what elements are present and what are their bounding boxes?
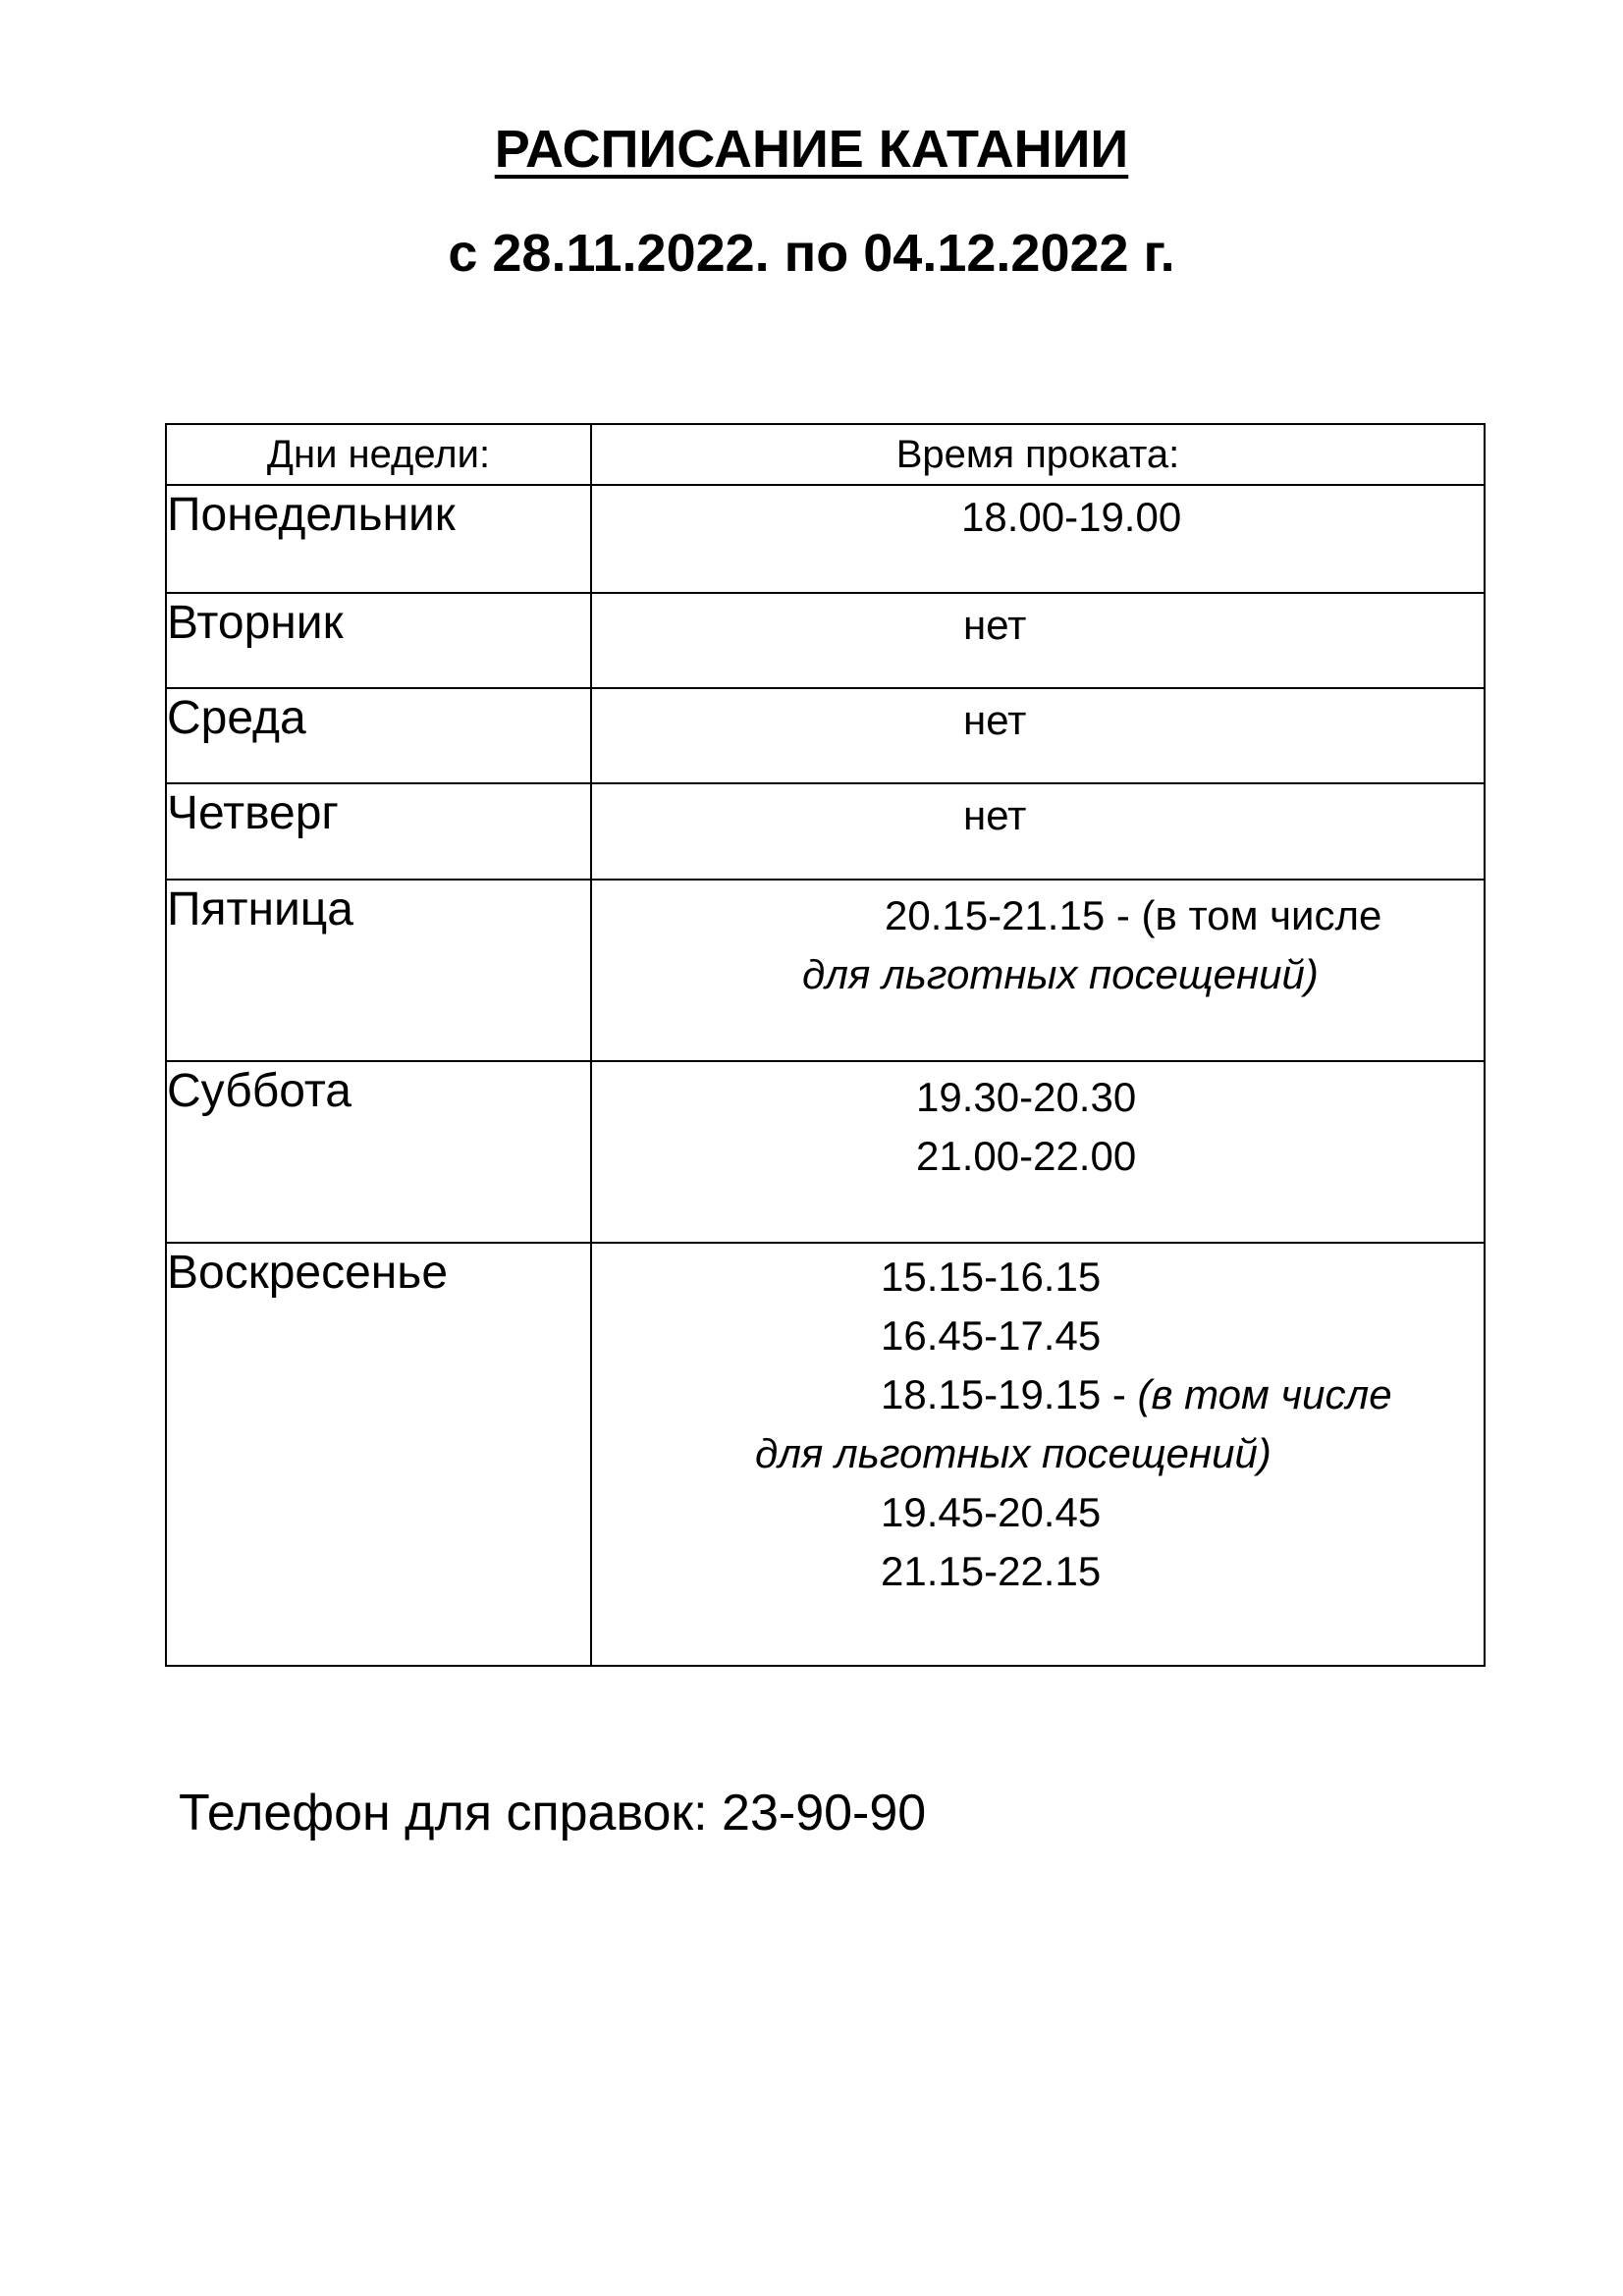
time-cell xyxy=(591,880,1485,1061)
table-row xyxy=(166,593,1485,688)
page-title-text: РАСПИСАНИЕ КАТАНИИ xyxy=(494,120,1129,179)
time-line: 21.00-22.00 xyxy=(916,1133,1137,1179)
day-cell: Суббота xyxy=(166,1061,591,1243)
day-cell: Среда xyxy=(166,688,591,783)
table-row xyxy=(166,880,1485,1061)
page-title xyxy=(0,110,1623,188)
date-range: с 28.11.2022. по 04.12.2022 г. xyxy=(448,224,1175,283)
time-note-inline: (в том числе xyxy=(1137,1371,1392,1417)
header-days: Дни недели: xyxy=(166,424,591,485)
table-row xyxy=(166,485,1485,593)
table-header-row xyxy=(166,424,1485,485)
table-row xyxy=(166,688,1485,783)
table-row xyxy=(166,1243,1485,1666)
time-line-with-note xyxy=(592,1365,1484,1424)
time-note: для льготных посещений) xyxy=(802,951,1319,997)
time-line: 19.30-20.30 xyxy=(916,1074,1137,1120)
time-cell xyxy=(591,1061,1485,1243)
time-cell xyxy=(591,688,1485,783)
time-line: 16.45-17.45 xyxy=(881,1312,1102,1359)
header-time: Время проката: xyxy=(591,424,1485,485)
time-cell xyxy=(591,485,1485,593)
time-line: нет xyxy=(963,697,1027,743)
time-line: нет xyxy=(963,602,1027,648)
time-line: 18.00-19.00 xyxy=(961,494,1182,540)
time-line: 21.15-22.15 xyxy=(881,1548,1102,1594)
time-cell xyxy=(591,1243,1485,1666)
day-cell: Понедельник xyxy=(166,485,591,593)
time-cell xyxy=(591,593,1485,688)
table-row xyxy=(166,783,1485,880)
time-note: для льготных посещений) xyxy=(755,1430,1271,1476)
time-line: 20.15-21.15 - (в том числе xyxy=(885,892,1382,938)
time-line: 15.15-16.15 xyxy=(881,1254,1102,1300)
time-cell xyxy=(591,783,1485,880)
time-line: 19.45-20.45 xyxy=(881,1489,1102,1535)
day-cell: Четверг xyxy=(166,783,591,880)
day-cell: Вторник xyxy=(166,593,591,688)
time-line-text: 18.15-19.15 - (в том числе xyxy=(881,1371,1392,1417)
schedule-table xyxy=(165,423,1486,1667)
phone-info: Телефон для справок: 23-90-90 xyxy=(179,1785,927,1842)
time-line: нет xyxy=(963,792,1027,838)
table-row xyxy=(166,1061,1485,1243)
day-cell: Воскресенье xyxy=(166,1243,591,1666)
day-cell: Пятница xyxy=(166,880,591,1061)
